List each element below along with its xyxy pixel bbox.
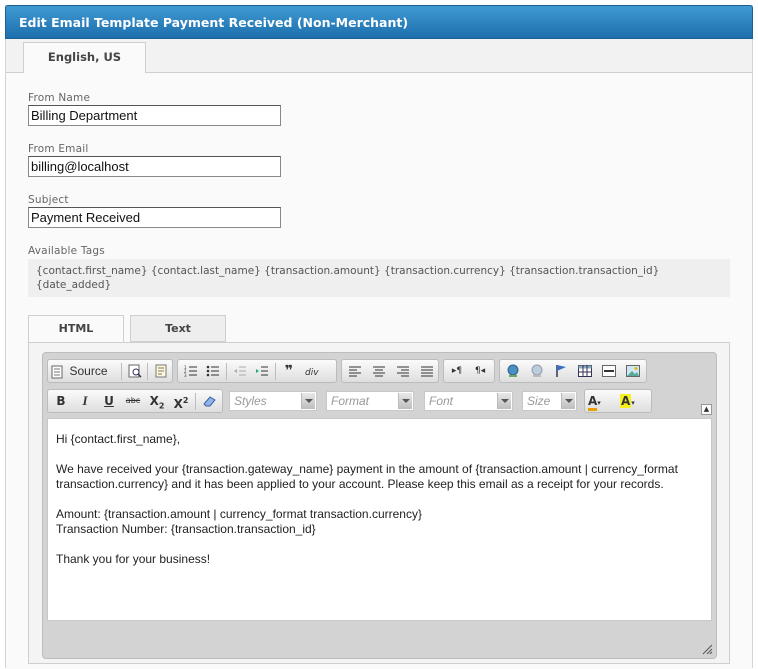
collapse-toolbar-button[interactable] — [701, 404, 712, 415]
link-button[interactable] — [503, 362, 523, 380]
text-color-button[interactable] — [588, 392, 616, 410]
svg-text:1: 1 — [184, 365, 187, 370]
superscript-mark: 2 — [182, 396, 189, 405]
toolbar-group-align — [341, 359, 439, 383]
horizontal-rule-button[interactable] — [599, 362, 619, 380]
subscript-button[interactable] — [147, 392, 167, 410]
remove-format-button[interactable] — [199, 392, 219, 410]
preview-icon — [128, 364, 142, 378]
toolbar-group-colors — [584, 389, 652, 413]
editor-container — [28, 342, 730, 664]
source-button[interactable] — [51, 362, 119, 380]
editor-transaction-line: Transaction Number: {transaction.transaction_id} — [56, 522, 316, 536]
dropdown-arrow-icon: ▾ — [631, 399, 635, 407]
align-right-icon — [397, 366, 409, 377]
toolbar-group-basic-styles — [47, 389, 223, 413]
format-dropdown-label: Format — [331, 394, 370, 408]
flag-icon — [555, 364, 567, 378]
svg-text:div: div — [305, 368, 319, 377]
subscript-x: X — [149, 394, 159, 408]
font-dropdown[interactable] — [424, 391, 513, 411]
align-center-icon — [373, 366, 385, 377]
justify-icon — [421, 366, 433, 377]
editor-greeting: Hi {contact.first_name}, — [56, 432, 181, 446]
toolbar-separator — [121, 363, 122, 380]
chevron-down-icon — [561, 393, 575, 409]
superscript-x: X — [173, 397, 183, 411]
toolbar-separator — [195, 393, 196, 410]
source-label: Source — [69, 364, 108, 378]
align-left-icon — [349, 366, 361, 377]
background-color-button[interactable] — [620, 392, 648, 410]
subscript-mark: 2 — [158, 401, 165, 411]
tab-text[interactable]: Text — [130, 315, 226, 342]
outdent-button[interactable] — [230, 362, 250, 380]
dropdown-arrow-icon: ▾ — [597, 399, 601, 407]
toolbar-separator — [275, 363, 276, 380]
numbered-list-icon — [184, 365, 198, 377]
templates-icon — [155, 364, 167, 378]
justify-button[interactable] — [417, 362, 437, 380]
available-tags-box — [28, 259, 730, 297]
image-button[interactable] — [623, 362, 643, 380]
from-email-label: From Email — [28, 143, 89, 155]
chevron-down-icon — [301, 393, 315, 409]
chevron-down-icon — [398, 393, 412, 409]
superscript-button[interactable] — [171, 392, 191, 410]
styles-dropdown[interactable] — [229, 391, 317, 411]
resize-grip-icon — [702, 644, 713, 655]
edit-template-panel — [5, 5, 753, 668]
available-tags-line-1: {contact.first_name} {contact.last_name} {transaction.amount} {transaction.currency} {transaction.transaction_id} — [36, 265, 660, 277]
form-content — [6, 73, 752, 669]
rtl-button[interactable] — [470, 362, 490, 380]
indent-button[interactable] — [252, 362, 272, 380]
eraser-icon — [202, 395, 216, 407]
align-right-button[interactable] — [393, 362, 413, 380]
indent-icon — [255, 365, 269, 377]
available-tags-line-2: {date_added} — [36, 279, 112, 291]
rich-text-editor — [42, 352, 717, 659]
tab-language-english-us[interactable]: English, US — [23, 42, 146, 74]
text-color-icon: A — [588, 394, 597, 411]
blockquote-button[interactable] — [279, 362, 299, 380]
blockquote-icon: ❞ — [284, 363, 294, 379]
from-name-label: From Name — [28, 92, 91, 104]
subject-label: Subject — [28, 194, 69, 206]
svg-text:2: 2 — [184, 369, 187, 374]
bulleted-list-button[interactable] — [203, 362, 223, 380]
italic-button[interactable]: I — [82, 393, 88, 408]
bulleted-list-icon — [206, 365, 220, 377]
toolbar-separator — [226, 363, 227, 380]
preview-button[interactable] — [125, 362, 145, 380]
editor-amount-line: Amount: {transaction.amount | currency_format transaction.currency} — [56, 507, 422, 521]
align-center-button[interactable] — [369, 362, 389, 380]
create-div-icon — [305, 365, 321, 377]
text-direction-ltr-icon: ▸¶ — [451, 366, 463, 376]
create-div-button[interactable] — [303, 362, 323, 380]
strikethrough-button[interactable]: abc — [125, 396, 141, 405]
text-direction-rtl-icon: ¶◂ — [474, 366, 486, 376]
subject-input[interactable] — [28, 207, 281, 228]
bold-button[interactable]: B — [56, 394, 66, 408]
ltr-button[interactable] — [447, 362, 467, 380]
toolbar-group-document — [47, 359, 173, 383]
size-dropdown-label: Size — [527, 394, 551, 408]
unlink-icon — [530, 364, 544, 378]
resize-grip[interactable] — [702, 644, 713, 655]
toolbar-group-direction — [443, 359, 495, 383]
source-icon — [51, 365, 63, 379]
toolbar-group-lists — [177, 359, 337, 383]
numbered-list-button[interactable] — [181, 362, 201, 380]
background-color-icon: A — [621, 394, 631, 408]
image-icon — [626, 365, 640, 377]
outdent-icon — [233, 365, 247, 377]
format-dropdown[interactable] — [326, 391, 414, 411]
svg-text:3: 3 — [184, 373, 187, 377]
editor-content-area[interactable] — [47, 418, 712, 621]
chevron-down-icon — [497, 393, 511, 409]
toolbar-separator — [147, 363, 148, 380]
tab-html[interactable]: HTML — [28, 315, 124, 343]
horizontal-rule-icon — [602, 365, 616, 377]
size-dropdown[interactable] — [522, 391, 577, 411]
anchor-button[interactable] — [551, 362, 571, 380]
editor-closing: Thank you for your business! — [56, 552, 211, 566]
styles-dropdown-label: Styles — [234, 394, 267, 408]
available-tags-label: Available Tags — [28, 245, 105, 257]
unlink-button[interactable] — [527, 362, 547, 380]
panel-title: Edit Email Template Payment Received (Non-Merchant) — [5, 5, 753, 39]
align-left-button[interactable] — [345, 362, 365, 380]
editor-paragraph-1: We have received your {transaction.gateway_name} payment in the amount of {transaction.amount | currency_format transaction.currency} and it has been applied to your account. Please keep this email as a receipt for your records. — [56, 462, 678, 491]
table-button[interactable] — [575, 362, 595, 380]
language-tab-bar — [6, 39, 752, 73]
font-dropdown-label: Font — [429, 394, 454, 408]
link-icon — [506, 364, 520, 378]
toolbar-group-insert — [499, 359, 647, 383]
templates-button[interactable] — [151, 362, 171, 380]
underline-button[interactable]: U — [104, 394, 114, 408]
from-email-input[interactable] — [28, 156, 281, 177]
from-name-input[interactable] — [28, 105, 281, 126]
table-icon — [578, 365, 592, 377]
triangle-up-icon: ▲ — [703, 405, 710, 413]
